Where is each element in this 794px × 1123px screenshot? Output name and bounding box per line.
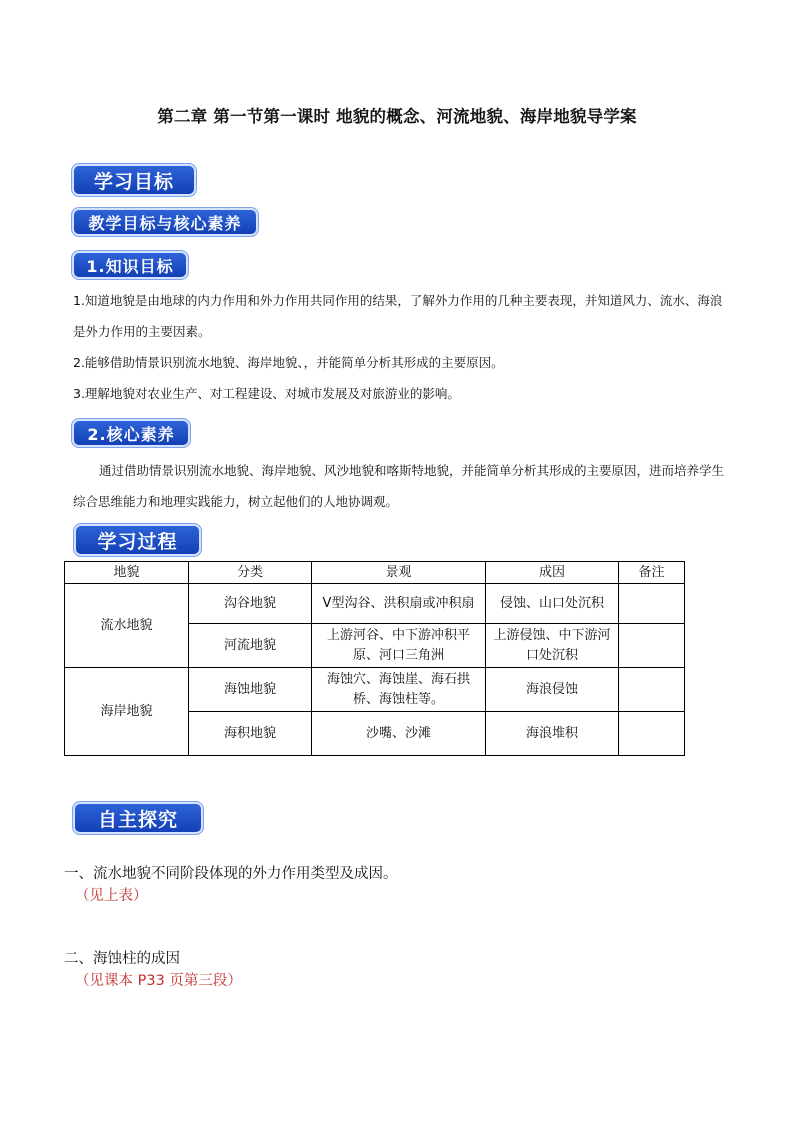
header-cell: 备注	[619, 562, 685, 584]
landscape-cell: 海蚀穴、海蚀崖、海石拱桥、海蚀柱等。	[312, 668, 486, 712]
note-cell	[619, 668, 685, 712]
group-cell: 流水地貌	[65, 584, 189, 668]
header-cell: 地貌	[65, 562, 189, 584]
table-row	[65, 668, 685, 712]
page-title: 第二章 第一节第一课时 地貌的概念、河流地貌、海岸地貌导学案	[157, 107, 637, 126]
landform-table	[64, 561, 685, 756]
note-cell	[619, 584, 685, 624]
landscape-cell: 上游河谷、中下游冲积平原、河口三角洲	[312, 624, 486, 668]
table-header-row	[65, 562, 685, 584]
knowledge-item-3: 3.理解地貌对农业生产、对工程建设、对城市发展及对旅游业的影响。	[73, 386, 460, 401]
self-inquiry-badge: 自主探究	[75, 804, 201, 832]
question-1: 一、流水地貌不同阶段体现的外力作用类型及成因。	[64, 866, 398, 882]
question-2: 二、海蚀柱的成因	[64, 951, 180, 967]
note-cell	[619, 712, 685, 756]
cause-cell: 海浪侵蚀	[486, 668, 619, 712]
knowledge-list	[73, 285, 733, 409]
knowledge-goals-badge: 1.知识目标	[74, 253, 186, 277]
knowledge-item-2: 2.能够借助情景识别流水地貌、海岸地貌、，并能简单分析其形成的主要原因。	[73, 355, 504, 370]
core-literacy-text: 通过借助情景识别流水地貌、海岸地貌、风沙地貌和喀斯特地貌，并能简单分析其形成的主要原因，进而培养学生综合思维能力和地理实践能力，树立起他们的人地协调观。	[73, 463, 725, 509]
table-row	[65, 584, 685, 624]
cause-cell: 上游侵蚀、中下游河口处沉积	[486, 624, 619, 668]
learning-process-badge: 学习过程	[76, 526, 199, 554]
answer-1: （见上表）	[75, 888, 148, 904]
knowledge-item-1: 1.知道地貌是由地球的内力作用和外力作用共同作用的结果，了解外力作用的几种主要表现，并知道风力、流水、海浪是外力作用的主要因素。	[73, 293, 723, 339]
header-cell: 景观	[312, 562, 486, 584]
note-cell	[619, 624, 685, 668]
category-cell: 河流地貌	[189, 624, 312, 668]
learning-goals-badge: 学习目标	[74, 166, 194, 194]
landscape-cell: V型沟谷、洪积扇或冲积扇	[312, 584, 486, 624]
teaching-goals-badge: 教学目标与核心素养	[74, 210, 256, 234]
core-literacy-badge: 2.核心素养	[74, 421, 188, 445]
group-cell: 海岸地貌	[65, 668, 189, 756]
cause-cell: 海浪堆积	[486, 712, 619, 756]
category-cell: 沟谷地貌	[189, 584, 312, 624]
category-cell: 海蚀地貌	[189, 668, 312, 712]
header-cell: 成因	[486, 562, 619, 584]
answer-2: （见课本 P33 页第三段）	[75, 973, 242, 989]
landscape-cell: 沙嘴、沙滩	[312, 712, 486, 756]
cause-cell: 侵蚀、山口处沉积	[486, 584, 619, 624]
header-cell: 分类	[189, 562, 312, 584]
category-cell: 海积地貌	[189, 712, 312, 756]
